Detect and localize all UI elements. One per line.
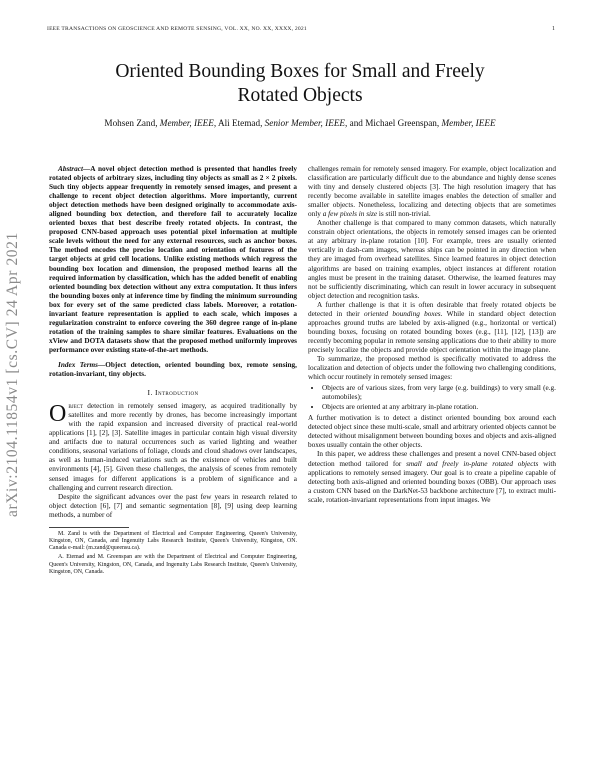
footnote-divider — [49, 527, 129, 528]
section-heading-introduction: I. Introduction — [147, 388, 199, 398]
arxiv-identifier: arXiv:2104.11854v1 [cs.CV] 24 Apr 2021 — [4, 232, 21, 518]
right-column — [308, 165, 556, 505]
right-p6-text-a: In this paper, we address these challenges and present a novel CNN-based object detection method tailored for — [308, 450, 556, 468]
footnote-authors-2-3: A. Etemad and M. Greenspan are with the Department of Electrical and Computer Engineering, Queen's University, Kingston, ON, Canada, and Ingenuity Labs Research Institute, Queen's University, Kingston, ON, Canada. — [49, 554, 297, 575]
right-p1-emphasis: a few pixels in size — [322, 210, 378, 219]
list-item: • Objects are oriented at any arbitrary in-plane rotation. — [322, 403, 556, 412]
right-paragraph-5: A further motivation is to detect a distinct oriented bounding box around each detected object since these multi-scale, small and arbitrary oriented objects cannot be detected without misalignment between bounding boxes and objects and axis-aligned boxes usually contain the other objects. — [308, 414, 556, 450]
abstract-lead: Abstract — [58, 165, 83, 173]
abstract-text: —A novel object detection method is presented that handles freely rotated objects of arbitrary sizes, including tiny objects as small as 2 × 2 pixels. Such tiny objects appear frequently in remotely sensed images, and present a challenge to recent object detection algorithms. More importantly, current object detection methods have been designed originally to accommodate axis-aligned bounding box detection, and therefore fail to accurately localize oriented boxes that best describe freely rotated objects. In contrast, the proposed CNN-based approach uses potential pixel information at multiple scale levels without the need for any external resources, such as anchor boxes. The method encodes the precise location and orientation of features of the target objects at grid cell locations. Unlike existing methods which regress the bounding box location and dimension, the proposed method learns all the required information by classification, which has the added benefit of enabling oriented bounding box detection without any extra computation. It thus infers the bounding boxes only at inference time by finding the minimum surrounding box for every set of the same predicted class labels. Moreover, a rotation-invariant feature representation is applied to each scale, which imposes a regularization constraint to enforce covering the 360 degree range of in-plane rotation of the training samples to share similar features. Evaluations on the xView and DOTA datasets show that the proposed method uniformly improves performance over existing state-of-the-art methods. — [49, 165, 297, 354]
right-paragraph-1 — [308, 165, 556, 219]
author-1-role: Member, IEEE, — [159, 118, 217, 128]
intro-paragraph-1 — [49, 402, 297, 492]
index-terms-lead: Index Terms — [58, 360, 99, 369]
author-1-name: Mohsen Zand, — [104, 118, 160, 128]
title-line-2: Rotated Objects — [237, 85, 363, 106]
index-terms — [49, 361, 297, 379]
right-p1-text-a: challenges remain for remotely sensed imagery. For example, object localization and classification are particularly difficult due to the abundance and highly dense scenes with tiny and densely clustered objects [3]. The high resolution imagery that has recently become available in satellite images enables the detection of smaller and smaller objects. Nonetheless, localizing and detecting objects that are sometimes only — [308, 165, 556, 219]
footnote-author-1: M. Zand is with the Department of Electrical and Computer Engineering, Queen's University, Kingston, ON, Canada, and Ingenuity Labs Research Institute, Queen's University, Kingston, ON. Canada e-mail: (m.zand@queensu.ca). — [49, 530, 297, 552]
right-paragraph-4: To summarize, the proposed method is specifically motivated to address the localization and detection of objects under the following two challenging conditions, which occur routinely in remotely sensed images: — [308, 354, 556, 382]
right-p3-text-b: . While in standard object detection approaches ground truths are labeled by axis-aligned (e.g., horizontal or vertical) bounding boxes, focusing on rotated bounding boxes (e.g., [11], [12], [13]) are recently becoming popular in remote sensing applications due to their ability to more precisely localize the objects and provide object orientation within the image plane. — [308, 309, 556, 354]
list-item: • Objects are of various sizes, from very large (e.g. buildings) to very small (e.g. automobiles); — [322, 384, 556, 402]
right-p6-text-b: with applications to remotely sensed imagery. Our goal is to create a pipeline capable of detecting both axis-aligned and oriented bounding boxes (OBB). Our approach uses a custom CNN based on the DarkNet-53 backbone architecture [7], to extract multi-scale, rotation-invariant representations from input images. We — [308, 459, 556, 504]
condition-list — [308, 384, 556, 412]
page-number: 1 — [552, 26, 555, 32]
dropcap-rest: bject — [68, 402, 84, 411]
right-paragraph-6 — [308, 450, 556, 504]
index-terms-text: —Object detection, oriented bounding box, remote sensing, rotation-invariant, tiny objects. — [49, 360, 297, 379]
right-p1-text-b: is still non-trivial. — [377, 210, 431, 219]
abstract — [49, 165, 297, 355]
right-p3-emphasis: oriented bounding boxes — [363, 309, 441, 318]
right-paragraph-2: Another challenge is that compared to many common datasets, which naturally constrain object orientations, the objects in remotely sensed images can be oriented at any arbitrary in-plane rotation [10]. For example, trees are usually oriented vertically in dash-cam images, whereas ships can be pointed in any direction when they are imaged from overhead satellites. Since learned features in object detection algorithms are based on training examples, object instances at different rotation angles must be present in the training dataset. Otherwise, the learned features may not be sufficiently discriminating, which can result in lower accuracy in subsequent object detection and recognition tasks. — [308, 219, 556, 300]
right-paragraph-3 — [308, 301, 556, 355]
author-3-role: Member, IEEE — [441, 118, 496, 128]
right-p6-emphasis: small and freely in-plane rotated objects — [406, 459, 539, 468]
intro-paragraph-2: Despite the significant advances over the past few years in research related to object detection [6], [7] and semantic segmentation [8], [9] using deep learning methods, a number of — [49, 492, 297, 519]
author-list — [40, 118, 560, 128]
intro-paragraph-1-text: detection in remotely sensed imagery, as acquired traditionally by satellites and more recently by drones, has become increasingly important with the rapid expansion and increased diversity of practical real-world applications [1], [2], [3]. Satellite images in particular contain high visual diversity and artifacts due to natural occurrences such as varied lighting and weather conditions, seasonal variations of foliage, clouds and cloud shadows over landscapes, as well as human-induced variations such as the existence of vehicles and built environments [4], [5]. Given these challenges, the analysis of scenes from remotely sensed images for different applications is a problem of significance and a challenging and current research direction. — [49, 402, 297, 492]
author-3-name: and Michael Greenspan, — [347, 118, 442, 128]
left-column — [49, 165, 297, 578]
author-2-name: Ali Etemad, — [216, 118, 265, 128]
dropcap-letter: O — [49, 401, 67, 428]
right-p3-text-a: A further challenge is that it is often desirable that freely rotated objects be detected in their — [308, 300, 556, 318]
author-2-role: Senior Member, IEEE, — [264, 118, 348, 128]
title-line-1: Oriented Bounding Boxes for Small and Freely — [115, 61, 485, 82]
paper-title — [40, 60, 560, 108]
running-head: IEEE TRANSACTIONS ON GEOSCIENCE AND REMOTE SENSING, VOL. XX, NO. XX, XXXX, 2021 — [47, 26, 307, 32]
